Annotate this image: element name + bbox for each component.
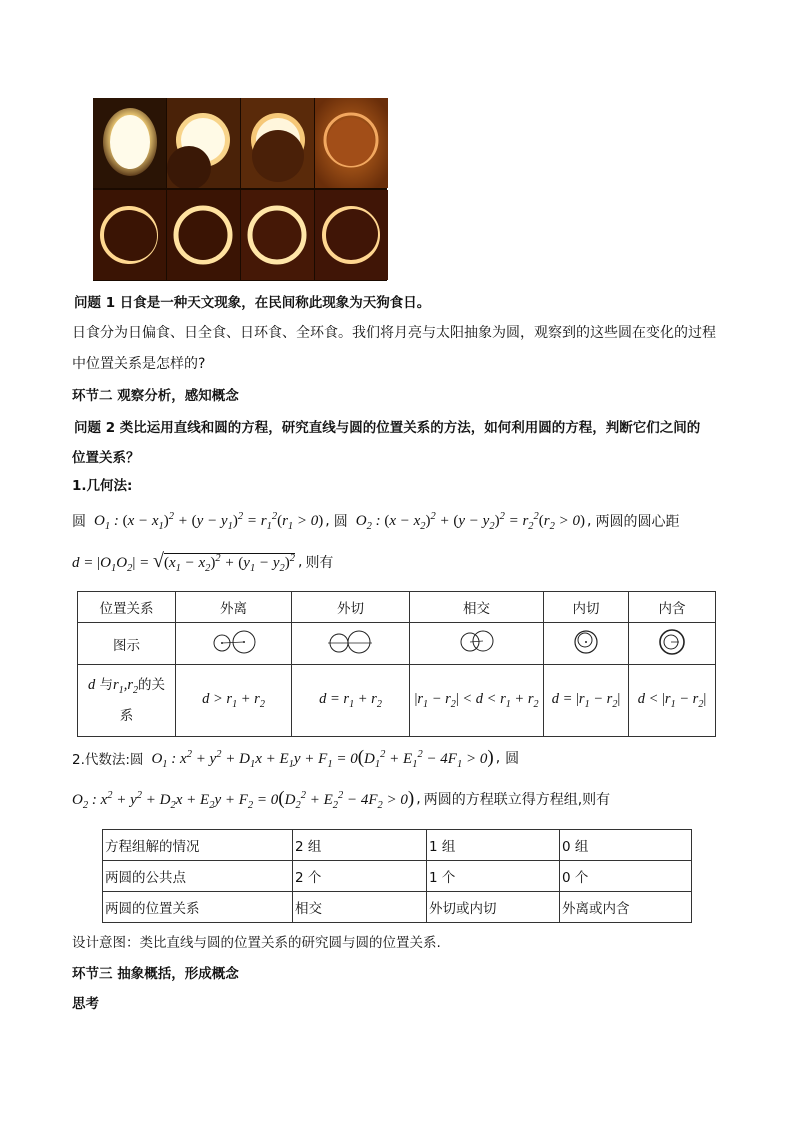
table-row: [78, 665, 716, 737]
eclipse-photo-7: [241, 190, 314, 280]
relation-external-tangent: $d = r_1 + r_2$: [292, 665, 410, 737]
circle-sep: 圆: [333, 514, 348, 530]
table-cell: 方程组解的情况: [103, 830, 293, 861]
table-header-cell: 位置关系: [78, 592, 176, 623]
equation-system-table: [102, 829, 692, 923]
table-row: [103, 861, 692, 892]
table-cell: 1 组: [427, 830, 560, 861]
algebra-line2: $O_2$ : $x^2 + y^2 + D_2x + E_2y + F_2 = 0(D_2^2 + E_2^2 - 4F_2 > 0)$ , 两圆的方程联立得方程组,则有: [72, 787, 611, 811]
algebra-o2-equation: $O_2$ : $x^2 + y^2 + D_2x + E_2y + F_2 = 0(D_2^2 + E_2^2 - 4F_2 > 0)$: [72, 787, 415, 811]
figure-separate: [176, 623, 292, 665]
circle-o2-equation: $O_2$ : $(x - x_2)^2 + (y - y_2)^2 = r_2^2(r_2 > 0)$: [355, 510, 586, 532]
relation-contain: $d < |r_1 - r_2|$: [629, 665, 716, 737]
eclipse-photo-6: [167, 190, 240, 280]
eclipse-photo-5: [93, 190, 166, 280]
algebra-heading: 2.代数法:圆: [72, 752, 144, 768]
geometry-heading: 1.几何法:: [72, 478, 133, 494]
relation-separate: $d > r_1 + r_2$: [176, 665, 292, 737]
problem2-title-line2: 位置关系？: [72, 450, 140, 466]
section3-title: 环节三 抽象概括，形成概念: [72, 966, 239, 982]
table-cell: 2 个: [293, 861, 427, 892]
figure-row-label: 图示: [78, 623, 176, 665]
table-cell: 两圆的位置关系: [103, 892, 293, 923]
figure-intersect: [410, 623, 544, 665]
table-cell: 1 个: [427, 861, 560, 892]
problem1-title: 问题 1 日食是一种天文现象，在民间称此现象为天狗食日。: [74, 295, 431, 311]
geometry-circles-line: 圆 $O_1$ : $(x - x_1)^2 + (y - y_1)^2 = r_1^2(r_1 > 0)$ , 圆 $O_2$ : $(x - x_2)^2 + (y - y_2)^2 = r_2^2(r_2 > 0)$ , 两圆的圆心距: [72, 510, 680, 532]
table-row: [103, 892, 692, 923]
distance-formula: $d = |O_1O_2| = √(x_1 - x_2)^2 + (y_1 - y_2)^2$: [72, 550, 295, 574]
design-intent: 设计意图：类比直线与圆的位置关系的研究圆与圆的位置关系.: [72, 935, 441, 951]
algebra-circle-sep: 圆: [505, 751, 520, 767]
circle-prefix: 圆: [72, 514, 86, 530]
figure-internal-tangent: [544, 623, 629, 665]
table-cell: 外离或内含: [560, 892, 692, 923]
problem1-body-line1: 日食分为日偏食、日全食、日环食、全环食。我们将月亮与太阳抽象为圆，观察到的这些圆在变化的过程: [72, 325, 716, 341]
circle-o1-equation: $O_1$ : $(x - x_1)^2 + (y - y_1)^2 = r_1^2(r_1 > 0)$: [94, 510, 324, 532]
distance-formula-line: $d = |O_1O_2| = √(x_1 - x_2)^2 + (y_1 - y_2)^2$ , 则有: [72, 550, 334, 574]
then-label: 则有: [305, 555, 334, 571]
eclipse-photo-2: [167, 98, 240, 188]
table-cell: 0 组: [560, 830, 692, 861]
algebra-o1-equation: $O_1$ : $x^2 + y^2 + D_1x + E_1y + F_1 = 0(D_1^2 + E_1^2 - 4F_1 > 0)$: [151, 746, 494, 770]
algebra-tail: 两圆的方程联立得方程组,则有: [423, 792, 611, 808]
figure-contain: [629, 623, 716, 665]
eclipse-photo-3: [241, 98, 314, 188]
position-relation-table: [77, 591, 716, 737]
algebra-line1: 2.代数法:圆 $O_1$ : $x^2 + y^2 + D_1x + E_1y + F_1 = 0(D_1^2 + E_1^2 - 4F_1 > 0)$ , 圆: [72, 746, 520, 770]
table-cell: 两圆的公共点: [103, 861, 293, 892]
table-row: [78, 623, 716, 665]
figure-external-tangent: [292, 623, 410, 665]
eclipse-photo-4: [315, 98, 388, 188]
table-header-cell: 外切: [292, 592, 410, 623]
table-cell: 相交: [293, 892, 427, 923]
table-cell: 0 个: [560, 861, 692, 892]
eclipse-photo-grid: [93, 98, 387, 281]
table-cell: 外切或内切: [427, 892, 560, 923]
think-label: 思考: [72, 996, 99, 1012]
center-distance-label: 两圆的圆心距: [595, 514, 680, 530]
table-header-cell: 相交: [410, 592, 544, 623]
problem1-body-line2: 中位置关系是怎样的?: [72, 356, 206, 372]
relation-intersect: $|r_1 - r_2| < d < r_1 + r_2$: [410, 665, 544, 737]
table-row: [78, 592, 716, 623]
table-header-cell: 内含: [629, 592, 716, 623]
table-header-cell: 内切: [544, 592, 629, 623]
relation-row-label: d 与$r_1,r_2$的关 系: [78, 665, 176, 737]
table-row: [103, 830, 692, 861]
eclipse-photo-8: [315, 190, 388, 280]
eclipse-photo-1: [93, 98, 166, 188]
section2-title: 环节二 观察分析，感知概念: [72, 388, 239, 404]
table-header-cell: 外离: [176, 592, 292, 623]
problem2-title-line1: 问题 2 类比运用直线和圆的方程，研究直线与圆的位置关系的方法，如何利用圆的方程，判断它们之间的: [74, 420, 701, 436]
relation-internal-tangent: $d = |r_1 - r_2|$: [544, 665, 629, 737]
table-cell: 2 组: [293, 830, 427, 861]
